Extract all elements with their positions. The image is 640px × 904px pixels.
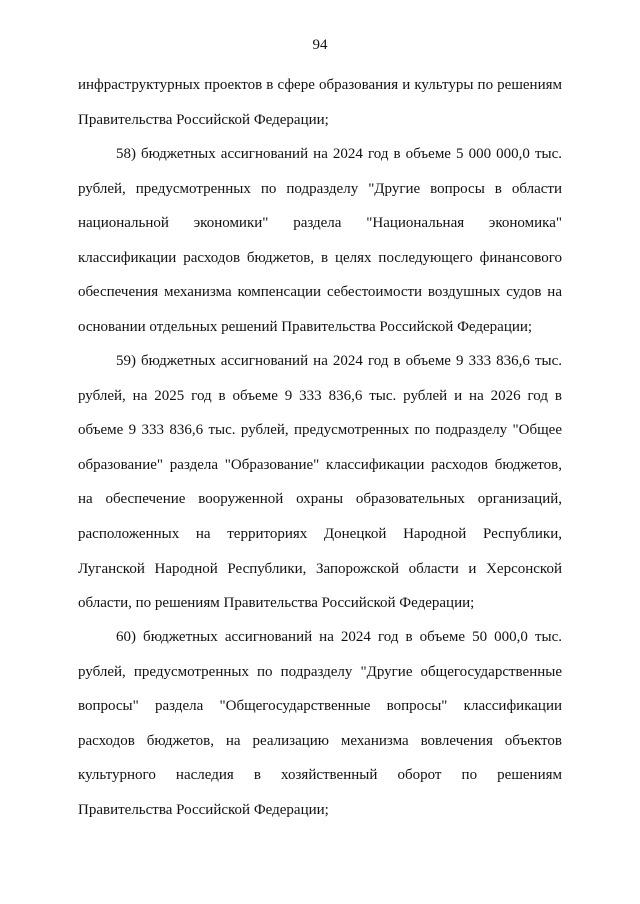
text-line: на обеспечение вооруженной охраны образовательных организаций,: [78, 491, 562, 508]
text-line: расположенных на территориях Донецкой Народной Республики,: [78, 525, 562, 542]
text-line: Правительства Российской Федерации;: [78, 801, 329, 818]
text-line: Луганской Народной Республики, Запорожской области и Херсонской: [78, 560, 562, 577]
text-line: обеспечения механизма компенсации себестоимости воздушных судов на: [78, 284, 562, 301]
text-line: образование" раздела "Образование" классификации расходов бюджетов,: [78, 456, 562, 473]
text-line: 58) бюджетных ассигнований на 2024 год в объеме 5 000 000,0 тыс.: [116, 146, 562, 162]
text-line: 60) бюджетных ассигнований на 2024 год в объеме 50 000,0 тыс.: [116, 629, 562, 645]
text-line: рублей, предусмотренных по подразделу "Другие общегосударственные: [78, 663, 562, 680]
text-line: основании отдельных решений Правительства Российской Федерации;: [78, 318, 533, 335]
text-line: объеме 9 333 836,6 тыс. рублей, предусмотренных по подразделу "Общее: [78, 422, 562, 439]
text-line: области, по решениям Правительства Российской Федерации;: [78, 595, 475, 612]
paragraph-item-58: [78, 137, 562, 345]
text-line: культурного наследия в хозяйственный оборот по решениям: [78, 767, 562, 784]
paragraph-continuation: [78, 68, 562, 137]
text-line: рублей, предусмотренных по подразделу "Другие вопросы в области: [78, 180, 562, 197]
paragraph-item-60: [78, 620, 562, 828]
text-line: рублей, на 2025 год в объеме 9 333 836,6 тыс. рублей и на 2026 год в: [78, 387, 562, 404]
text-line: вопросы" раздела "Общегосударственные вопросы" классификации: [78, 698, 562, 715]
text-line: инфраструктурных проектов в сфере образования и культуры по решениям: [78, 77, 562, 93]
text-line: расходов бюджетов, на реализацию механизма вовлечения объектов: [78, 732, 562, 749]
text-line: Правительства Российской Федерации;: [78, 111, 329, 128]
text-line: классификации расходов бюджетов, в целях последующего финансового: [78, 249, 562, 266]
page-number: 94: [312, 37, 328, 53]
paragraph-item-59: [78, 344, 562, 621]
text-line: национальной экономики" раздела "Национальная экономика": [78, 215, 562, 232]
text-line: 59) бюджетных ассигнований на 2024 год в объеме 9 333 836,6 тыс.: [116, 353, 562, 369]
